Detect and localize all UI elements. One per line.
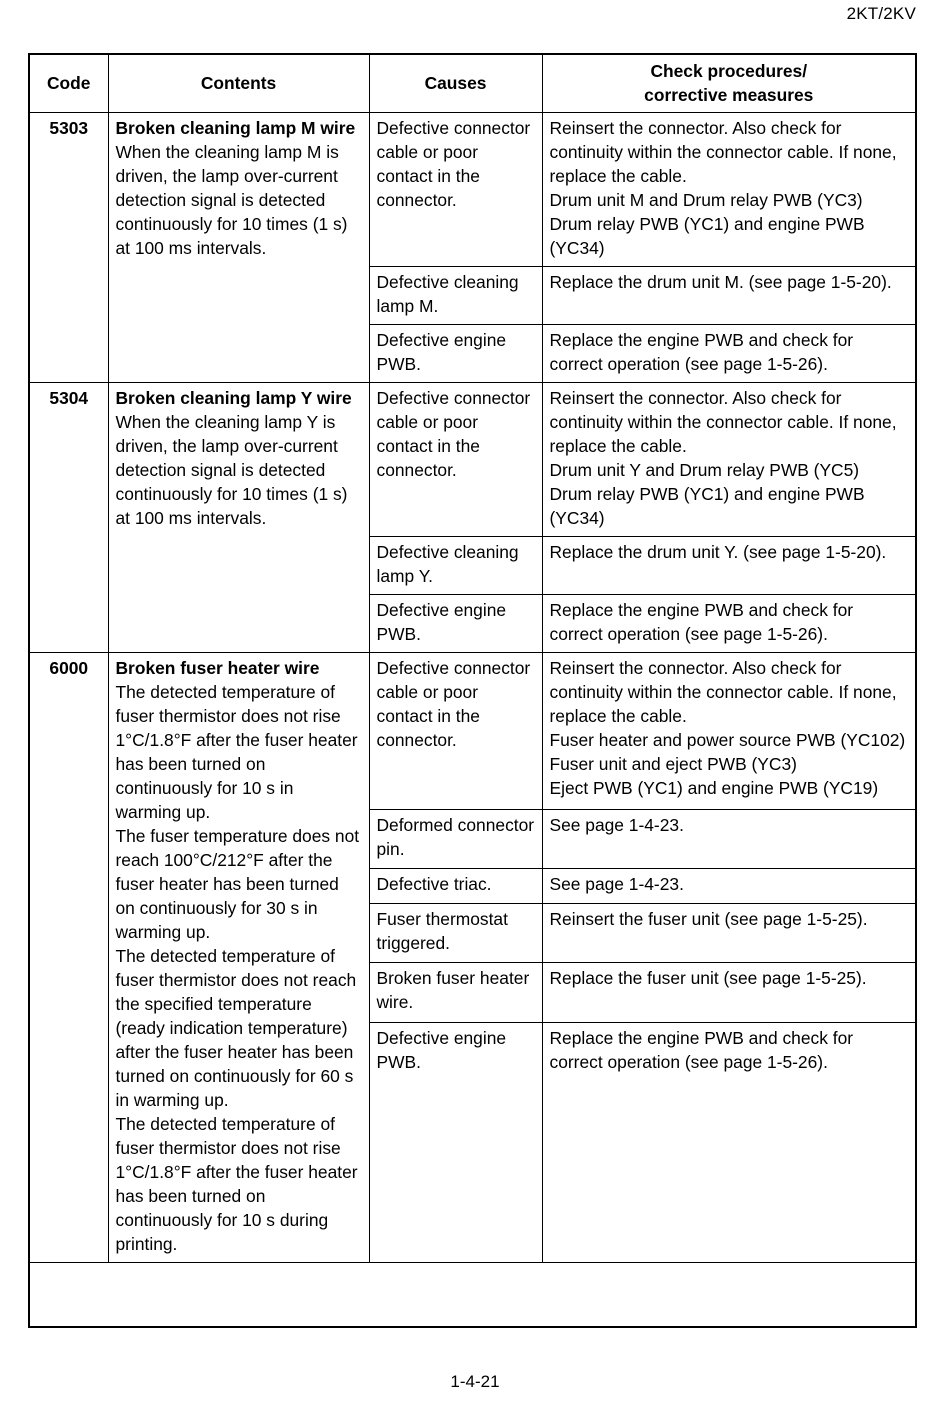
- cause-cell: Deformed connector pin.: [369, 809, 542, 868]
- cause-cell: Defective connector cable or poor contact in the connector.: [369, 112, 542, 266]
- page-header-model: 2KT/2KV: [846, 4, 916, 23]
- error-description: The detected temperature of fuser thermistor does not rise 1°C/1.8°F after the fuser heater has been turned on continuously for 10 s in warming up.: [115, 681, 358, 822]
- measure-cell: [542, 382, 915, 536]
- error-code: 5303: [30, 112, 108, 382]
- cause-cell: Defective engine PWB.: [369, 1022, 542, 1262]
- error-contents: [108, 112, 369, 382]
- error-title: Broken cleaning lamp M wire: [115, 117, 356, 138]
- cause-cell: Defective cleaning lamp Y.: [369, 536, 542, 594]
- error-code: 6000: [30, 652, 108, 1262]
- page-number: 1-4-21: [450, 1372, 500, 1391]
- table-row: [30, 112, 915, 266]
- error-code-table: [30, 55, 915, 1263]
- column-header-check-line1: Check procedures/: [650, 61, 808, 82]
- measure-cell: Replace the engine PWB and check for correct operation (see page 1-5-26).: [542, 594, 915, 652]
- error-description: When the cleaning lamp M is driven, the lamp over-current detection signal is detected continuously for 10 times (1 s) at 100 ms intervals.: [115, 141, 348, 258]
- measure-line: Drum unit M and Drum relay PWB (YC3): [549, 189, 863, 210]
- measure-cell: Reinsert the fuser unit (see page 1-5-25).: [542, 903, 915, 962]
- cause-cell: Defective triac.: [369, 869, 542, 904]
- measure-line: Drum relay PWB (YC1) and engine PWB (YC34): [549, 483, 865, 528]
- measure-cell: [542, 112, 915, 266]
- measure-cell: Replace the engine PWB and check for correct operation (see page 1-5-26).: [542, 324, 915, 382]
- cause-cell: Defective engine PWB.: [369, 594, 542, 652]
- cause-cell: Defective cleaning lamp M.: [369, 266, 542, 324]
- error-description: The detected temperature of fuser thermistor does not rise 1°C/1.8°F after the fuser heater has been turned on continuously for 10 s during printing.: [115, 1113, 358, 1254]
- measure-line: Drum relay PWB (YC1) and engine PWB (YC34): [549, 213, 865, 258]
- cause-cell: Broken fuser heater wire.: [369, 963, 542, 1022]
- cause-cell: Fuser thermostat triggered.: [369, 903, 542, 962]
- measure-cell: Replace the drum unit M. (see page 1-5-20).: [542, 266, 915, 324]
- measure-cell: See page 1-4-23.: [542, 809, 915, 868]
- column-header-check-procedures: [542, 55, 915, 112]
- measure-cell: Replace the engine PWB and check for correct operation (see page 1-5-26).: [542, 1022, 915, 1262]
- error-code-table-frame: [28, 53, 917, 1328]
- measure-line: Drum unit Y and Drum relay PWB (YC5): [549, 459, 860, 480]
- table-row: [30, 652, 915, 809]
- measure-line: Reinsert the connector. Also check for continuity within the connector cable. If none, replace the cable.: [549, 387, 897, 456]
- measure-line: Fuser heater and power source PWB (YC102): [549, 729, 906, 750]
- cause-cell: Defective connector cable or poor contact in the connector.: [369, 652, 542, 809]
- measure-line: Reinsert the connector. Also check for continuity within the connector cable. If none, replace the cable.: [549, 117, 897, 186]
- error-contents: [108, 382, 369, 652]
- measure-cell: [542, 652, 915, 809]
- cause-cell: Defective engine PWB.: [369, 324, 542, 382]
- column-header-check-line2: corrective measures: [644, 85, 814, 106]
- measure-line: Fuser unit and eject PWB (YC3): [549, 753, 797, 774]
- column-header-causes: Causes: [369, 55, 542, 112]
- error-description: When the cleaning lamp Y is driven, the lamp over-current detection signal is detected continuously for 10 times (1 s) at 100 ms intervals.: [115, 411, 348, 528]
- column-header-code: Code: [30, 55, 108, 112]
- error-code: 5304: [30, 382, 108, 652]
- cause-cell: Defective connector cable or poor contact in the connector.: [369, 382, 542, 536]
- column-header-contents: Contents: [108, 55, 369, 112]
- error-description: The fuser temperature does not reach 100°C/212°F after the fuser heater has been turned on continuously for 30 s in warming up.: [115, 825, 360, 942]
- measure-line: Reinsert the connector. Also check for continuity within the connector cable. If none, replace the cable.: [549, 657, 897, 726]
- measure-cell: Replace the fuser unit (see page 1-5-25).: [542, 963, 915, 1022]
- measure-cell: See page 1-4-23.: [542, 869, 915, 904]
- table-row: [30, 382, 915, 536]
- error-title: Broken cleaning lamp Y wire: [115, 387, 352, 408]
- error-title: Broken fuser heater wire: [115, 657, 320, 678]
- measure-cell: Replace the drum unit Y. (see page 1-5-20).: [542, 536, 915, 594]
- table-header-row: [30, 55, 915, 112]
- error-description: The detected temperature of fuser thermistor does not reach the specified temperature (ready indication temperature) after the fuser heater has been turned on continuously for 60 s in warming up.: [115, 945, 357, 1110]
- measure-line: Eject PWB (YC1) and engine PWB (YC19): [549, 777, 879, 798]
- error-contents: [108, 652, 369, 1262]
